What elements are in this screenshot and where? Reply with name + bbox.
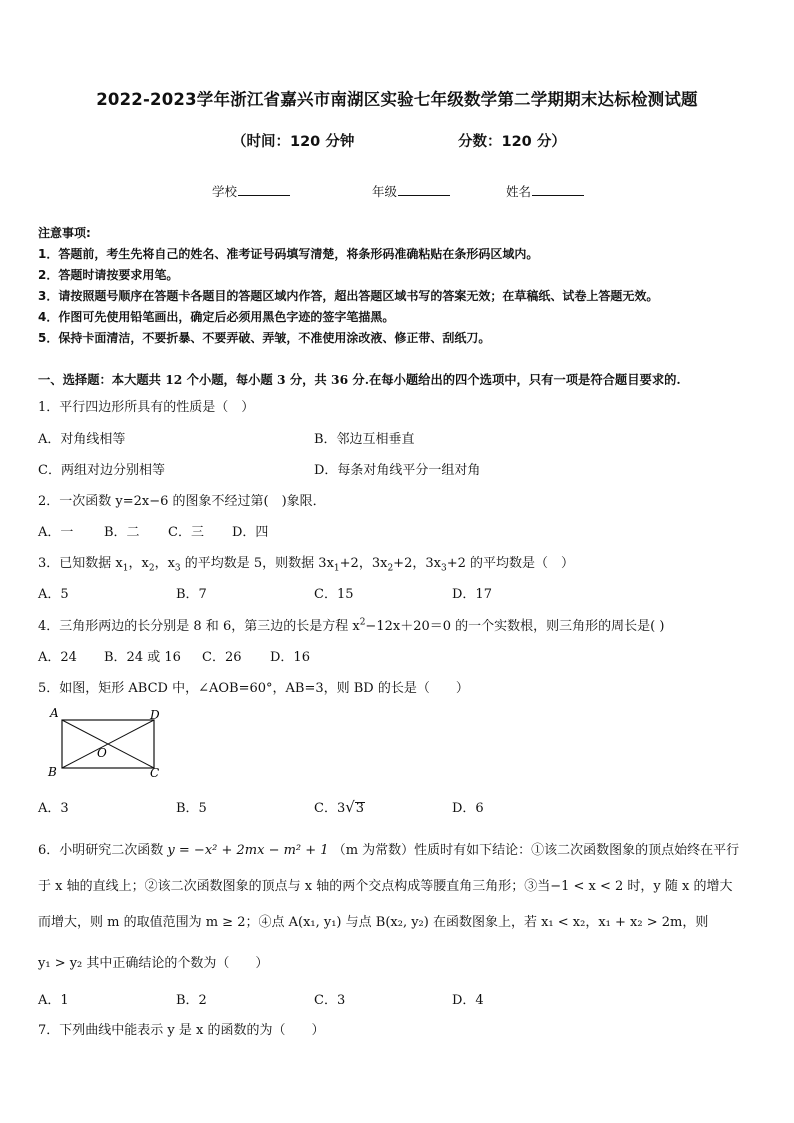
notice-item: 1．答题前，考生先将自己的姓名、准考证号码填写清楚，将条形码准确粘贴在条形码区域内。: [38, 247, 539, 261]
q3-sub: 2: [387, 563, 394, 574]
q1-stem: 1．平行四边形所具有的性质是（ ）: [38, 400, 255, 415]
name-field: [506, 182, 584, 200]
name-label: 姓名: [506, 184, 532, 199]
q6-option-d: D．4: [452, 993, 484, 1008]
q3-sub: 3: [174, 563, 181, 574]
label-d: D: [150, 708, 160, 722]
q6-option-c: C．3: [314, 993, 346, 1008]
notice-item: 2．答题时请按要求用笔。: [38, 268, 179, 282]
label-o: O: [97, 746, 107, 760]
q3-option-a: A．5: [38, 587, 69, 602]
q1-option-a: A．对角线相等: [38, 432, 126, 447]
q2-option-d: D．四: [232, 525, 269, 540]
grade-field: [372, 182, 450, 200]
q6-line-4: y₁ > y₂ 其中正确结论的个数为（ ）: [38, 956, 269, 971]
exam-time: （时间：120 分钟: [232, 134, 355, 150]
q2-stem: 2．一次函数 y=2x−6 的图象不经过第( )象限．: [38, 494, 326, 509]
q1-option-b: B．邻边互相垂直: [314, 432, 415, 447]
q6-option-b: B．2: [176, 993, 207, 1008]
notice-item: 4．作图可先使用铅笔画出，确定后必须用黑色字迹的签字笔描黑。: [38, 310, 395, 324]
q3-text: +2，3x: [393, 556, 441, 571]
notice-item: 5．保持卡面清洁，不要折暴、不要弄破、弄皱，不准使用涂改液、修正带、刮纸刀。: [38, 331, 491, 345]
q3-sub: 3: [440, 563, 447, 574]
q5-option-c: C．3√3: [314, 798, 365, 816]
label-c: C: [150, 766, 160, 780]
q3-sub: 1: [333, 563, 340, 574]
q5-option-c-radicand: 3: [355, 801, 365, 816]
section-heading: 一、选择题：本大题共 12 个小题，每小题 3 分，共 36 分.在每小题给出的四个选项中，只有一项是符合题目要求的.: [38, 372, 681, 387]
q3-text: +2，3x: [339, 556, 388, 571]
q3-option-d: D．17: [452, 587, 492, 602]
q3-option-c: C．15: [314, 587, 354, 602]
q1-option-d: D．每条对角线平分一组对角: [314, 463, 481, 478]
q3-text: 的平均数是 5，则数据 3x: [180, 556, 334, 571]
name-blank: [532, 184, 584, 196]
page-title: 2022-2023学年浙江省嘉兴市南湖区实验七年级数学第二学期期末达标检测试题: [96, 90, 698, 109]
exam-score: 分数：120 分）: [458, 134, 566, 150]
q1-option-c: C．两组对边分别相等: [38, 463, 165, 478]
label-a: A: [50, 706, 59, 720]
q3-text: ，x: [154, 556, 175, 571]
q3-sub: 2: [148, 563, 155, 574]
q2-option-b: B．二: [104, 525, 140, 540]
q5-stem: 5．如图，矩形 ABCD 中，∠AOB=60°，AB=3，则 BD 的长是（ ）: [38, 681, 469, 696]
q6-formula: y = −x² + 2mx − m² + 1: [167, 843, 329, 858]
q4-option-d: D．16: [270, 650, 310, 665]
q4-stem: [38, 615, 664, 634]
q2-option-a: A．一: [38, 525, 74, 540]
grade-blank: [398, 184, 450, 196]
q5-option-a: A．3: [38, 801, 69, 816]
q3-text: +2 的平均数是（ ）: [446, 556, 574, 571]
label-b: B: [48, 765, 57, 779]
q4-option-a: A．24: [38, 650, 77, 665]
school-field: [212, 182, 290, 200]
q4-sup: 2: [359, 617, 366, 628]
notice-item: 3．请按照题号顺序在答题卡各题目的答题区域内作答，超出答题区域书写的答案无效；在草稿纸、试卷上答题无效。: [38, 289, 659, 303]
q6-line-2: 于 x 轴的直线上；②该二次函数图象的顶点与 x 轴的两个交点构成等腰直角三角形；③当−1 < x < 2 时，y 随 x 的增大: [38, 879, 733, 894]
q4-text: 4．三角形两边的长分别是 8 和 6，第三边的长是方程 x: [38, 619, 360, 634]
school-label: 学校: [212, 184, 238, 199]
school-blank: [238, 184, 290, 196]
q4-text: −12x＋20＝0 的一个实数根，则三角形的周长是( ): [365, 619, 665, 634]
q5-option-d: D．6: [452, 801, 484, 816]
q2-option-c: C．三: [168, 525, 204, 540]
q6-text: （m 为常数）性质时有如下结论：①该二次函数图象的顶点始终在平行: [332, 843, 740, 858]
q7-stem: 7．下列曲线中能表示 y 是 x 的函数的为（ ）: [38, 1023, 325, 1038]
q3-stem: [38, 552, 574, 574]
q3-text: 3．已知数据 x: [38, 556, 123, 571]
q3-sub: 1: [122, 563, 129, 574]
q6-line-1: [38, 839, 739, 858]
q6-text: 6．小明研究二次函数: [38, 843, 164, 858]
q4-option-c: C．26: [202, 650, 242, 665]
q5-option-c-text: C．3: [314, 801, 346, 816]
q4-option-b: B．24 或 16: [104, 650, 181, 665]
q3-text: ，x: [128, 556, 149, 571]
q3-option-b: B．7: [176, 587, 207, 602]
grade-label: 年级: [372, 184, 398, 199]
q5-option-b: B．5: [176, 801, 207, 816]
q6-line-3: 而增大，则 m 的取值范围为 m ≥ 2；④点 A(x₁, y₁) 与点 B(x₂, y₂) 在函数图象上，若 x₁ < x₂，x₁ + x₂ > 2m，则: [38, 915, 709, 930]
notice-heading: 注意事项:: [38, 226, 91, 240]
q6-option-a: A．1: [38, 993, 69, 1008]
rectangle-figure: [40, 702, 170, 782]
